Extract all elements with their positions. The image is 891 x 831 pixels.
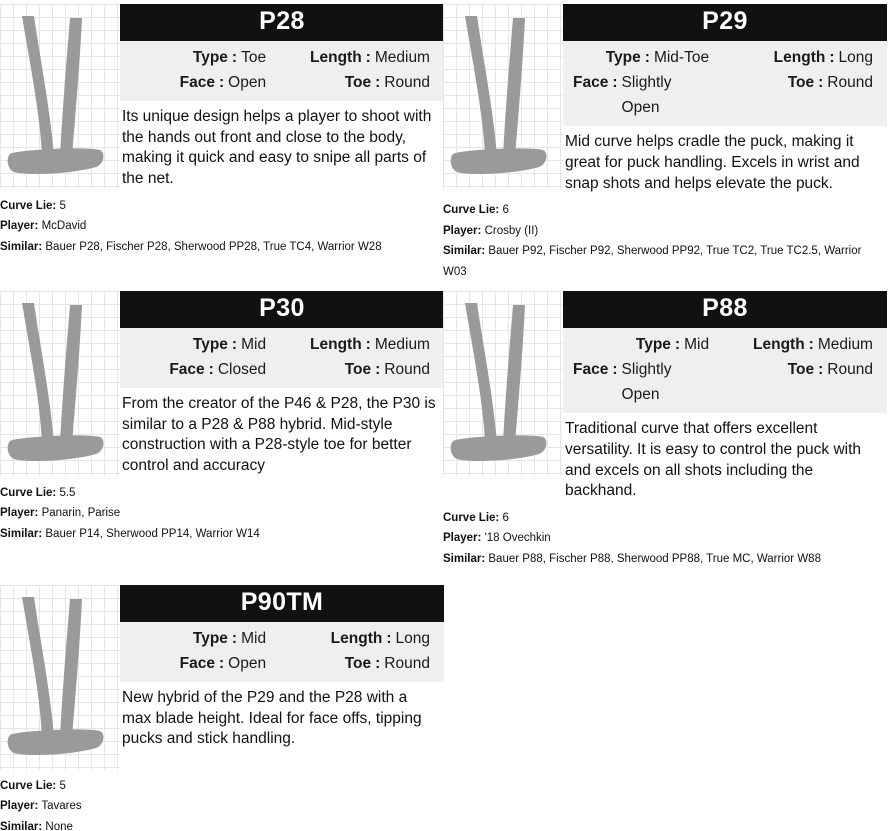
spec-table <box>563 328 887 413</box>
spec-key: Length <box>310 49 362 66</box>
spec-row <box>573 332 877 357</box>
spec-key: Length <box>753 336 805 353</box>
spec-key: Toe <box>344 74 372 92</box>
spec-length: Length : Medium <box>731 332 877 357</box>
player-line <box>0 503 444 523</box>
spec-face: Face : Slightly Open <box>573 70 731 120</box>
spec-row <box>130 651 434 676</box>
spec-value: Medium <box>817 336 873 353</box>
player-line <box>443 528 887 548</box>
spec-value: Medium <box>374 336 430 353</box>
spec-key: Face <box>179 74 215 92</box>
spec-table <box>120 622 444 682</box>
spec-value: Closed <box>217 361 267 379</box>
spec-row <box>573 70 877 120</box>
spec-key: Toe <box>787 74 815 92</box>
similar-line <box>0 817 444 831</box>
spec-key: Face <box>573 361 609 379</box>
card-info <box>120 291 444 477</box>
spec-toe: Toe : Round <box>288 357 434 382</box>
spec-type: Type : Mid-Toe <box>573 45 731 70</box>
curve-title: P28 <box>120 4 444 41</box>
hockey-blade-icon <box>0 291 120 476</box>
card-top <box>0 4 444 190</box>
card-meta <box>0 190 444 257</box>
similar-line <box>443 241 887 282</box>
hockey-blade-icon <box>0 4 120 189</box>
spec-key: Type <box>605 49 641 66</box>
similar-label: Similar: <box>0 527 43 540</box>
spec-type: Type : Mid <box>130 332 288 357</box>
spec-length: Length : Medium <box>288 45 434 70</box>
similar-label: Similar: <box>0 240 43 253</box>
similar-label: Similar: <box>443 552 486 565</box>
curve-title: P30 <box>120 291 444 328</box>
curve-lie-line <box>0 776 444 796</box>
spec-key: Type <box>192 336 228 353</box>
curve-description: Its unique design helps a player to shoot with the hands out front and close to the body, making it quick and easy to snipe all parts of the net. <box>122 108 432 188</box>
spec-row <box>130 70 434 95</box>
curve-description: From the creator of the P46 & P28, the P30 is similar to a P28 & P88 hybrid. Mid-style construction with a P28-style toe for better control and accuracy <box>122 395 436 475</box>
spec-value: Open <box>228 74 267 92</box>
spec-table <box>563 41 887 126</box>
spec-row <box>573 45 877 70</box>
spec-value: Mid <box>241 630 267 647</box>
spec-value: Long <box>395 630 430 647</box>
spec-face: Face : Slightly Open <box>573 357 731 407</box>
curve-description: Mid curve helps cradle the puck, making it great for puck handling. Excels in wrist and snap shots and helps elevate the puck. <box>565 133 860 192</box>
card-top <box>443 4 887 194</box>
spec-face: Face : Closed <box>130 357 288 382</box>
spec-key: Toe <box>344 361 372 379</box>
curve-card-p88 <box>443 291 887 569</box>
player-value: Crosby (II) <box>484 224 539 237</box>
similar-label: Similar: <box>443 245 486 258</box>
card-info <box>563 4 887 194</box>
spec-type: Type : Mid <box>573 332 731 357</box>
curve-title: P90TM <box>120 585 444 622</box>
spec-toe: Toe : Round <box>731 357 877 407</box>
hockey-blade-icon <box>443 4 563 189</box>
curve-lie-label: Curve Lie: <box>0 780 57 792</box>
spec-value: Round <box>384 655 430 673</box>
spec-key: Type <box>635 336 671 353</box>
curve-lie-label: Curve Lie: <box>443 204 500 217</box>
similar-value: Bauer P28, Fischer P28, Sherwood PP28, True TC4, Warrior W28 <box>45 240 382 253</box>
similar-value: Bauer P88, Fischer P88, Sherwood PP88, True MC, Warrior W88 <box>488 552 821 565</box>
spec-row <box>130 45 434 70</box>
curve-description: Traditional curve that offers excellent versatility. It is easy to control the puck with and excels on all shots including the backhand. <box>565 420 862 500</box>
spec-length: Length : Long <box>731 45 877 70</box>
card-info <box>563 291 887 502</box>
spec-toe: Toe : Round <box>288 70 434 95</box>
player-value: Panarin, Parise <box>41 507 121 520</box>
spec-row <box>130 357 434 382</box>
spec-value: Round <box>384 74 430 92</box>
curve-lie-line <box>443 508 887 528</box>
card-meta <box>0 770 444 831</box>
spec-key: Toe <box>344 655 372 673</box>
curve-lie-label: Curve Lie: <box>0 199 57 212</box>
curve-card-p28 <box>0 4 444 257</box>
curve-lie-value: 5 <box>59 780 66 792</box>
spec-value: Mid <box>241 336 267 353</box>
spec-row <box>130 626 434 651</box>
card-meta <box>443 502 887 569</box>
spec-value: Round <box>827 74 873 92</box>
curve-lie-line <box>0 196 444 216</box>
spec-value: Long <box>838 49 873 66</box>
spec-row <box>130 332 434 357</box>
spec-table <box>120 328 444 388</box>
player-line <box>443 221 887 241</box>
spec-key: Type <box>192 630 228 647</box>
player-line <box>0 796 444 816</box>
curve-lie-value: 6 <box>502 204 509 217</box>
card-top <box>0 585 444 770</box>
curve-description: New hybrid of the P29 and the P28 with a max blade height. Ideal for face offs, tipping pucks and stick handling. <box>122 689 422 748</box>
spec-value: Toe <box>241 49 267 66</box>
spec-value: Round <box>827 361 873 379</box>
spec-value: Slightly Open <box>621 361 672 404</box>
card-meta <box>0 477 444 544</box>
spec-key: Length <box>773 49 826 66</box>
hockey-blade-icon <box>443 291 563 476</box>
spec-table <box>120 41 444 101</box>
curve-title: P29 <box>563 4 887 41</box>
curve-card-p29 <box>443 4 887 282</box>
spec-type: Type : Mid <box>130 626 288 651</box>
curve-lie-label: Curve Lie: <box>443 511 500 524</box>
card-info <box>120 585 444 750</box>
player-label: Player: <box>0 220 39 233</box>
spec-value: Slightly Open <box>621 74 672 117</box>
player-value: McDavid <box>41 220 87 233</box>
player-value: '18 Ovechkin <box>484 532 551 545</box>
similar-value: Bauer P14, Sherwood PP14, Warrior W14 <box>45 527 260 540</box>
spec-key: Length <box>330 630 383 647</box>
similar-line <box>443 549 887 569</box>
similar-value: Bauer P92, Fischer P92, Sherwood PP92, True TC2, True TC2.5, Warrior W03 <box>443 245 862 278</box>
similar-value: None <box>45 820 73 831</box>
similar-label: Similar: <box>0 820 43 831</box>
spec-face: Face : Open <box>130 651 288 676</box>
spec-key: Length <box>310 336 362 353</box>
player-line <box>0 216 444 236</box>
curve-lie-value: 5.5 <box>59 486 76 499</box>
spec-value: Medium <box>374 49 430 66</box>
spec-value: Round <box>384 361 430 379</box>
spec-key: Type <box>192 49 228 66</box>
spec-key: Face <box>179 655 215 673</box>
player-label: Player: <box>443 224 482 237</box>
card-info <box>120 4 444 190</box>
spec-key: Face <box>169 361 205 379</box>
spec-value: Mid-Toe <box>653 49 710 66</box>
spec-face: Face : Open <box>130 70 288 95</box>
spec-toe: Toe : Round <box>731 70 877 120</box>
player-label: Player: <box>443 532 482 545</box>
player-label: Player: <box>0 507 39 520</box>
card-top <box>443 291 887 502</box>
spec-value: Open <box>228 655 267 673</box>
curve-card-p30 <box>0 291 444 544</box>
curve-card-p90tm <box>0 585 444 831</box>
spec-key: Toe <box>787 361 815 379</box>
spec-type: Type : Toe <box>130 45 288 70</box>
hockey-blade-icon <box>0 585 120 770</box>
curve-lie-value: 6 <box>502 511 509 524</box>
curve-lie-value: 5 <box>59 199 66 212</box>
curve-lie-line <box>443 200 887 220</box>
spec-key: Face <box>573 74 609 92</box>
spec-toe: Toe : Round <box>288 651 434 676</box>
curve-lie-label: Curve Lie: <box>0 486 57 499</box>
curve-title: P88 <box>563 291 887 328</box>
card-meta <box>443 194 887 282</box>
similar-line <box>0 524 444 544</box>
card-top <box>0 291 444 477</box>
spec-row <box>573 357 877 407</box>
spec-length: Length : Medium <box>288 332 434 357</box>
spec-value: Mid <box>684 336 710 353</box>
curve-lie-line <box>0 483 444 503</box>
player-label: Player: <box>0 800 39 813</box>
spec-length: Length : Long <box>288 626 434 651</box>
similar-line <box>0 237 444 257</box>
player-value: Tavares <box>41 800 82 813</box>
